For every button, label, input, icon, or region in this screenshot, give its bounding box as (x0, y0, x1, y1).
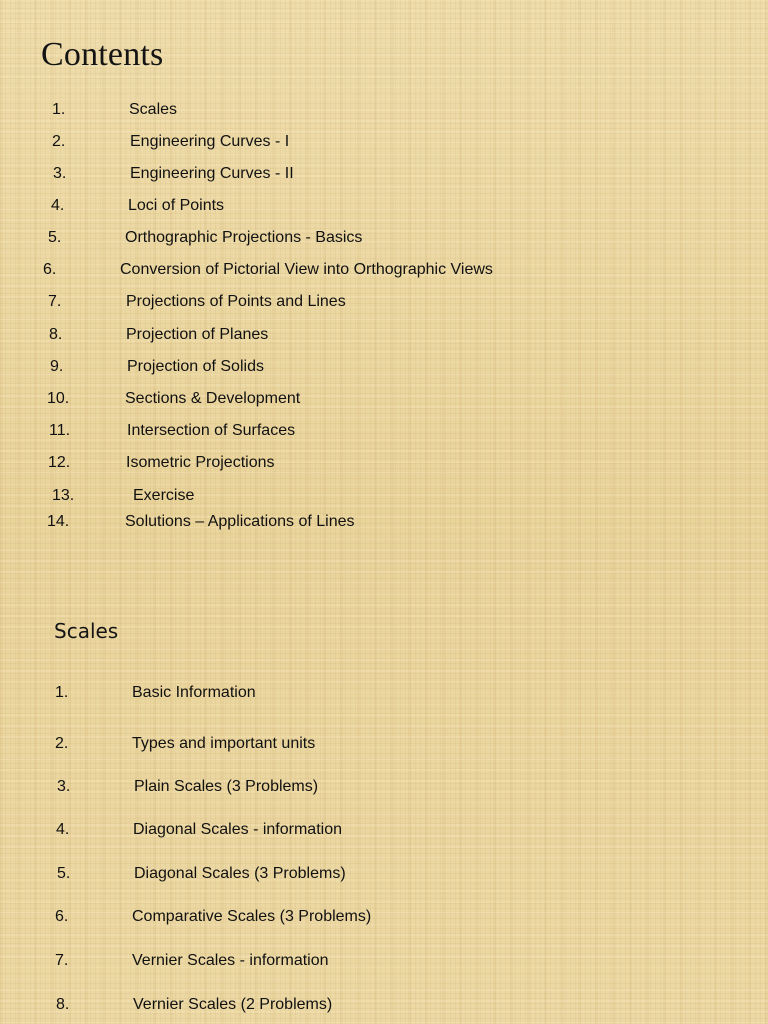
item-label: Projection of Planes (126, 326, 269, 343)
page-title: Contents (41, 36, 164, 73)
item-label: Engineering Curves - I (130, 133, 290, 150)
item-number: 9. (50, 358, 64, 375)
item-number: 12. (48, 454, 71, 471)
item-label: Scales (129, 101, 178, 118)
item-number: 4. (51, 197, 65, 214)
item-label: Loci of Points (128, 197, 225, 214)
item-label: Projection of Solids (127, 358, 264, 375)
item-number: 6. (43, 261, 57, 278)
item-label: Vernier Scales - information (132, 952, 329, 969)
item-label: Conversion of Pictorial View into Orthographic Views (120, 261, 493, 278)
item-label: Diagonal Scales - information (133, 821, 342, 838)
item-label: Plain Scales (3 Problems) (134, 778, 319, 795)
item-number: 3. (57, 778, 71, 795)
item-label: Orthographic Projections - Basics (125, 229, 363, 246)
item-label: Solutions – Applications of Lines (125, 513, 355, 530)
item-number: 2. (55, 735, 69, 752)
item-number: 11. (49, 422, 71, 439)
item-label: Diagonal Scales (3 Problems) (134, 865, 346, 882)
item-number: 1. (55, 684, 69, 701)
item-number: 8. (49, 326, 63, 343)
item-number: 14. (47, 513, 70, 530)
item-label: Exercise (133, 487, 195, 504)
section-title: Scales (54, 619, 119, 643)
item-number: 7. (48, 293, 62, 310)
item-label: Vernier Scales (2 Problems) (133, 996, 333, 1013)
item-label: Basic Information (132, 684, 256, 701)
item-label: Isometric Projections (126, 454, 275, 471)
item-number: 13. (52, 487, 75, 504)
item-label: Intersection of Surfaces (127, 422, 296, 439)
item-number: 4. (56, 821, 70, 838)
item-number: 10. (47, 390, 70, 407)
item-number: 5. (57, 865, 71, 882)
item-label: Comparative Scales (3 Problems) (132, 908, 372, 925)
item-number: 3. (53, 165, 67, 182)
item-label: Types and important units (132, 735, 316, 752)
item-number: 1. (52, 101, 66, 118)
item-number: 2. (52, 133, 66, 150)
item-number: 8. (56, 996, 70, 1013)
item-label: Sections & Development (125, 390, 301, 407)
item-label: Engineering Curves - II (130, 165, 294, 182)
item-label: Projections of Points and Lines (126, 293, 346, 310)
item-number: 6. (55, 908, 69, 925)
item-number: 7. (55, 952, 69, 969)
item-number: 5. (48, 229, 62, 246)
